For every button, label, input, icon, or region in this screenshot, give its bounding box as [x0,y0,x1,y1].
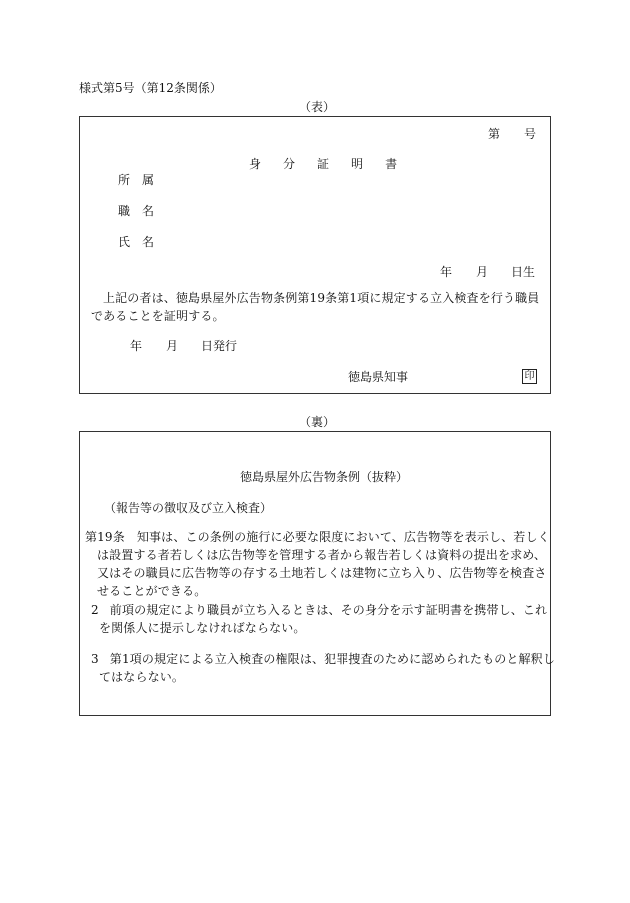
title-char: 分 [283,157,296,171]
article-19-text: 知事は、この条例の施行に必要な限度において、広告物等を表示し、若しくは設置する者若しくは広告物等を管理する者から報告若しくは資料の提出を求め、又はその職員に広告物等の存する土地若しくは建物に立ち入り、広告物等を検査させることができる。 [97,530,550,598]
article-19-paragraph-3 [91,650,555,686]
form-number-label: 様式第5号（第12条関係） [79,81,222,95]
field-affiliation-label: 所 属 [118,173,155,187]
paragraph-2-text: 前項の規定により職員が立ち入るときは、その身分を示す証明書を携帯し、これを関係人に提示しなければならない。 [99,603,548,635]
title-char: 身 [249,157,262,171]
field-position-label: 職 名 [118,204,155,218]
issue-year-label: 年 [130,339,143,353]
article-19-paragraph-2 [91,601,555,637]
ordinance-excerpt-title: 徳島県屋外広告物条例（抜粋） [240,470,409,484]
birth-year-label: 年 [440,265,453,279]
title-char: 書 [385,157,398,171]
paragraph-number: 2 [91,603,99,617]
article-caption: （報告等の徴収及び立入検査） [104,501,273,515]
issue-month-label: 月 [166,339,179,353]
paragraph-3-text: 第1項の規定による立入検査の権限は、犯罪捜査のために認められたものと解釈してはならない。 [99,652,555,684]
article-number: 第19条 [85,530,125,544]
title-char: 証 [317,157,330,171]
front-side-label: （表） [299,100,336,114]
issuer-governor: 徳島県知事 [348,370,409,384]
issue-day-label: 日発行 [201,339,238,353]
certificate-number-dai: 第 [488,127,501,141]
seal-stamp-box: 印 [522,369,537,384]
birth-month-label: 月 [476,265,489,279]
birth-day-label: 日生 [511,265,536,279]
certification-statement: 上記の者は、徳島県屋外広告物条例第19条第1項に規定する立入検査を行う職員であることを証明する。 [91,291,540,323]
article-19-paragraph-1 [85,528,558,600]
paragraph-number: 3 [91,652,99,666]
back-side-label: （裏） [299,415,336,429]
title-char: 明 [351,157,364,171]
field-name-label: 氏 名 [118,235,155,249]
document-title [249,158,397,170]
certificate-number-go: 号 [524,127,537,141]
